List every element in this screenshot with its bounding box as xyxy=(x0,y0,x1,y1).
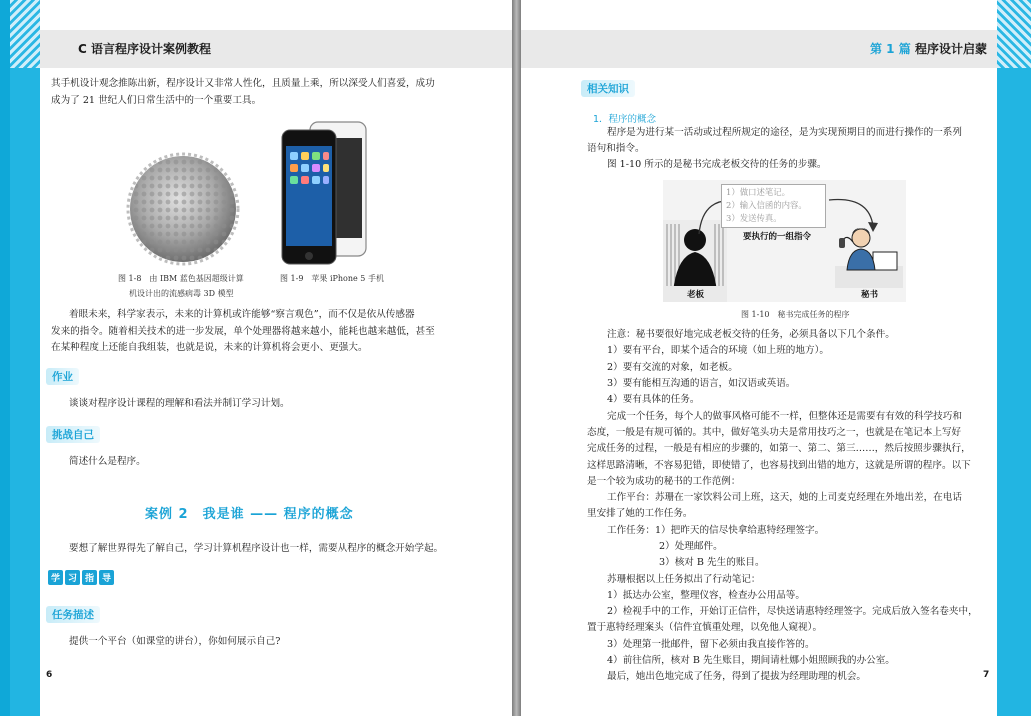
left-decorative-band xyxy=(10,0,40,716)
figure-1-9-caption: 图 1-9 苹果 iPhone 5 手机 xyxy=(280,274,384,283)
left-page xyxy=(10,0,512,716)
page-number-left: 6 xyxy=(46,670,53,680)
part-title: 程序设计启蒙 xyxy=(915,42,988,56)
right-page-header xyxy=(521,30,997,68)
book-gutter xyxy=(512,0,521,716)
plan-step-4: 4）前往信所，核对 B 先生账目，期间请杜娜小姐照顾我的办公室。 xyxy=(607,655,895,666)
conclusion: 最后，她出色地完成了任务，得到了提拔为经理助理的机会。 xyxy=(607,671,867,682)
plan-step-1: 1）抵达办公室，整理仪容，检查办公用品等。 xyxy=(607,590,805,601)
condition-1: 1）要有平台，即某个适合的环境（如上班的地方）。 xyxy=(607,345,829,356)
book-title: C 语言程序设计案例教程 xyxy=(78,42,211,56)
homework-text: 谈谈对程序设计课程的理解和看法并制订学习计划。 xyxy=(69,398,290,409)
iphone-image xyxy=(280,118,370,266)
step-3: 3）发送传真。 xyxy=(726,213,782,223)
intro-line-2: 成为了 21 世纪人们日常生活中的一个重要工具。 xyxy=(51,95,262,106)
condition-3: 3）要有能相互沟通的语言，如汉语或英语。 xyxy=(607,378,796,389)
task-paragraph-5: 是一个较为成功的秘书的工作范例： xyxy=(587,476,741,487)
chip-2: 习 xyxy=(65,570,80,585)
challenge-tag: 挑战自己 xyxy=(46,426,100,443)
chip-3: 指 xyxy=(82,570,97,585)
condition-2: 2）要有交流的对象，如老板。 xyxy=(607,362,738,373)
plan-step-2-cont: 置于惠特经理案头（信件宜慎重处理，以免他人窥视）。 xyxy=(587,622,823,633)
chip-4: 导 xyxy=(99,570,114,585)
platform-line-2: 里安排了她的工作任务。 xyxy=(587,508,693,519)
page-number-right: 7 xyxy=(983,670,990,680)
note-line: 注意：秘书要很好地完成老板交待的任务，必须具备以下几个条件。 xyxy=(607,329,895,340)
chip-1: 学 xyxy=(48,570,63,585)
instruction-steps-box xyxy=(721,184,826,228)
future-line-2: 发来的指令。随着相关技术的进一步发展，单个处理器将越来越小，能耗也越来越低，甚至 xyxy=(51,326,435,337)
work-task-1: 工作任务：1）把昨天的信尽快拿给惠特经理签字。 xyxy=(607,525,825,536)
task-tag: 任务描述 xyxy=(46,606,100,623)
knowledge-tag: 相关知识 xyxy=(581,80,635,97)
work-task-3: 3）核对 B 先生的账目。 xyxy=(659,557,765,568)
right-page xyxy=(521,0,1031,716)
definition-line-1: 程序是为进行某一活动或过程所规定的途径，是为实现预期目的而进行操作的一系列 xyxy=(607,127,962,138)
learning-guide-chips xyxy=(48,570,114,585)
definition-line-2: 语句和指令。 xyxy=(587,143,645,154)
condition-4: 4）要有具体的任务。 xyxy=(607,394,700,405)
task-paragraph-4: 这样思路清晰，不容易犯错，即使错了，也容易找到出错的地方，这就是所谓的程序。以下 xyxy=(587,460,971,471)
work-task-2: 2）处理邮件。 xyxy=(659,541,723,552)
case-title: 案例 2 我是谁 —— 程序的概念 xyxy=(145,507,354,522)
future-line-3: 在某种程度上还能自我组装，也就是说，未来的计算机将会更小、更强大。 xyxy=(51,342,368,353)
instructions-label: 要执行的一组指令 xyxy=(743,232,812,242)
figure-1-10-caption: 图 1-10 秘书完成任务的程序 xyxy=(741,310,850,319)
plan-step-2: 2）检视手中的工作，开始订正信件，尽快送请惠特经理签字。完成后放入签名卷夹中， xyxy=(607,606,978,617)
figure-reference: 图 1-10 所示的是秘书完成老板交待的任务的步骤。 xyxy=(607,159,827,170)
step-1: 1）做口述笔记。 xyxy=(726,187,790,197)
plan-intro: 苏珊根据以上任务拟出了行动笔记： xyxy=(607,574,761,585)
intro-line-1: 其手机设计观念推陈出新，程序设计又非常人性化，且质量上乘，所以深受人们喜爱，成功 xyxy=(51,78,435,89)
left-edge xyxy=(0,0,10,716)
figure-1-8-caption-line-1: 图 1-8 由 IBM 蓝色基因超级计算 xyxy=(118,274,244,283)
boss-label: 老板 xyxy=(687,290,705,300)
part-label: 第 1 篇 xyxy=(870,42,911,56)
task-paragraph-3: 完成任务的过程，一般是有相应的步骤的，如第一、第二、第三……，然后按照步骤执行， xyxy=(587,443,971,454)
future-line-1: 着眼未来，科学家表示，未来的计算机或许能够“察言观色”，而不仅是依从传感器 xyxy=(69,309,415,320)
task-paragraph-2: 态度，一般是有规可循的。其中，做好笔头功夫是常用技巧之一，也就是在笔记本上写好 xyxy=(587,427,962,438)
task-text: 提供一个平台（如课堂的讲台），你如何展示自己? xyxy=(69,636,281,647)
task-paragraph-1: 完成一个任务，每个人的做事风格可能不一样，但整体还是需要有有效的科学技巧和 xyxy=(607,411,962,422)
right-decorative-band xyxy=(997,0,1031,716)
virus-model-image xyxy=(124,150,242,268)
step-2: 2）输入信函的内容。 xyxy=(726,200,807,210)
platform-line-1: 工作平台：苏珊在一家饮料公司上班，这天，她的上司麦克经理在外地出差，在电话 xyxy=(607,492,962,503)
challenge-text: 简述什么是程序。 xyxy=(69,456,146,467)
figure-1-10 xyxy=(663,180,906,302)
homework-tag: 作业 xyxy=(46,368,79,385)
figure-1-8-caption-line-2: 机设计出的流感病毒 3D 模型 xyxy=(129,289,234,298)
secretary-label: 秘书 xyxy=(861,290,879,300)
case-intro: 要想了解世界得先了解自己，学习计算机程序设计也一样，需要从程序的概念开始学起。 xyxy=(69,543,444,554)
secretary-image xyxy=(835,222,903,288)
section-title: 1．程序的概念 xyxy=(593,114,657,125)
plan-step-3: 3）处理第一批邮件，留下必须由我直接作答的。 xyxy=(607,639,815,650)
left-page-header xyxy=(40,30,512,68)
